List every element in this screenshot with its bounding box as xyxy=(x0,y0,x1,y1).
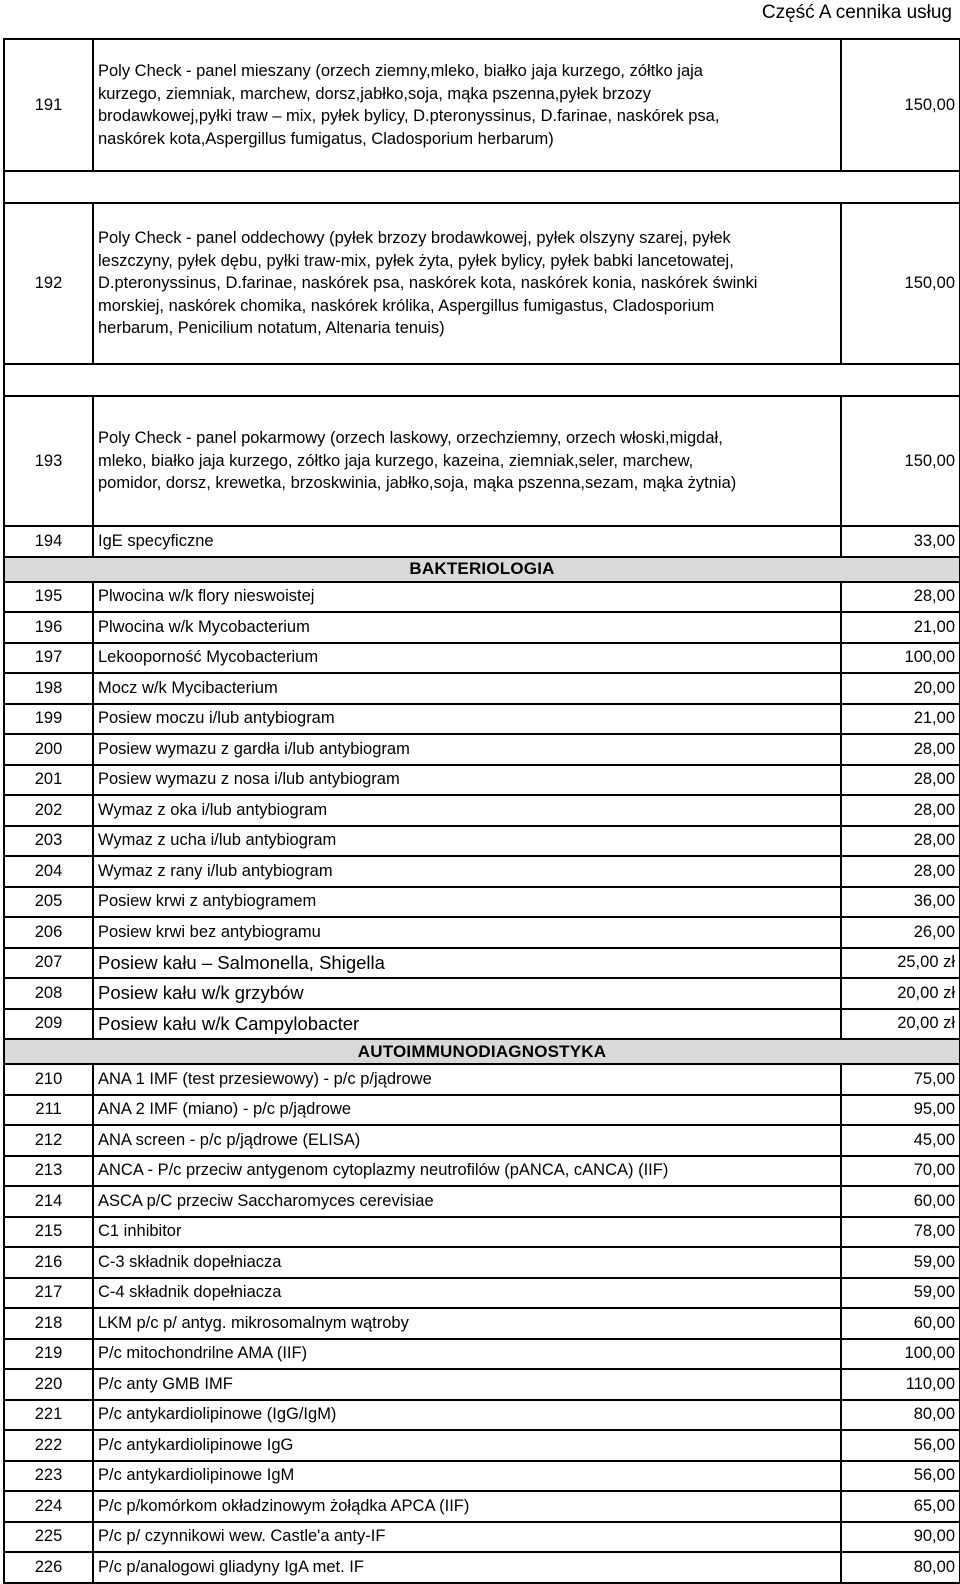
row-description: Wymaz z ucha i/lub antybiogram xyxy=(93,826,841,857)
row-number: 199 xyxy=(4,704,93,735)
desc-line: Poly Check - panel mieszany (orzech ziemny,mleko, białko jaja kurzego, zółtko jaja xyxy=(98,62,703,80)
table-row xyxy=(4,1125,960,1156)
row-price: 75,00 xyxy=(841,1064,960,1095)
section-header-row xyxy=(4,1039,960,1064)
row-description: Posiew wymazu z gardła i/lub antybiogram xyxy=(93,734,841,765)
row-number: 218 xyxy=(4,1308,93,1339)
row-number: 207 xyxy=(4,948,93,979)
row-description: ANA screen - p/c p/jądrowe (ELISA) xyxy=(93,1125,841,1156)
desc-line: D.pteronyssinus, D.farinae, naskórek psa, naskórek kota, naskórek konia, naskórek świnki xyxy=(98,274,758,293)
table-row xyxy=(4,917,960,948)
row-number: 226 xyxy=(4,1552,93,1583)
desc-line: leszczyny, pyłek dębu, pyłki traw-mix, pyłek żyta, pyłek bylicy, pyłek babki lancetowatej, xyxy=(98,251,734,270)
row-number: 217 xyxy=(4,1278,93,1309)
row-number: 202 xyxy=(4,795,93,826)
row-number: 221 xyxy=(4,1400,93,1431)
row-price: 59,00 xyxy=(841,1278,960,1309)
row-description: Mocz w/k Mycibacterium xyxy=(93,673,841,704)
row-price: 150,00 xyxy=(841,396,960,526)
row-number: 196 xyxy=(4,612,93,643)
row-description: Posiew kału w/k grzybów xyxy=(93,978,841,1009)
row-description: Posiew kału w/k Campylobacter xyxy=(93,1009,841,1040)
price-list-body xyxy=(4,39,960,1583)
row-price: 80,00 xyxy=(841,1552,960,1583)
row-spacer xyxy=(4,364,960,396)
table-row xyxy=(4,203,960,364)
desc-line: brodawkowej,pyłki traw – mix, pyłek bylicy, D.pteronyssinus, D.farinae, naskórek psa, xyxy=(98,107,720,125)
table-row xyxy=(4,1308,960,1339)
row-description: Posiew krwi bez antybiogramu xyxy=(93,917,841,948)
table-row xyxy=(4,1156,960,1187)
row-price: 21,00 xyxy=(841,704,960,735)
row-price: 59,00 xyxy=(841,1247,960,1278)
row-price: 56,00 xyxy=(841,1461,960,1492)
row-price: 26,00 xyxy=(841,917,960,948)
table-row xyxy=(4,734,960,765)
row-description: P/c anty GMB IMF xyxy=(93,1369,841,1400)
table-row xyxy=(4,1064,960,1095)
table-row xyxy=(4,39,960,171)
row-description: LKM p/c p/ antyg. mikrosomalnym wątroby xyxy=(93,1308,841,1339)
table-row xyxy=(4,1430,960,1461)
row-number: 215 xyxy=(4,1217,93,1248)
row-number: 220 xyxy=(4,1369,93,1400)
table-row xyxy=(4,643,960,674)
row-price: 28,00 xyxy=(841,765,960,796)
table-row xyxy=(4,1186,960,1217)
row-spacer xyxy=(4,171,960,203)
row-number: 209 xyxy=(4,1009,93,1040)
row-description: P/c antykardiolipinowe (IgG/IgM) xyxy=(93,1400,841,1431)
row-price: 60,00 xyxy=(841,1308,960,1339)
table-row xyxy=(4,1339,960,1370)
row-description: Lekooporność Mycobacterium xyxy=(93,643,841,674)
table-row xyxy=(4,1247,960,1278)
desc-line: mleko, białko jaja kurzego, zółtko jaja kurzego, kazeina, ziemniak,seler, marchew, xyxy=(98,451,694,470)
row-description: P/c p/analogowi gliadyny IgA met. IF xyxy=(93,1552,841,1583)
section-title: BAKTERIOLOGIA xyxy=(4,557,960,582)
table-row xyxy=(4,1009,960,1040)
row-number: 195 xyxy=(4,582,93,613)
row-number: 192 xyxy=(4,203,93,364)
row-description xyxy=(93,39,841,171)
table-row xyxy=(4,1095,960,1126)
table-row xyxy=(4,948,960,979)
row-number: 203 xyxy=(4,826,93,857)
desc-line: Poly Check - panel pokarmowy (orzech laskowy, orzechziemny, orzech włoski,migdał, xyxy=(98,429,723,448)
row-price: 65,00 xyxy=(841,1491,960,1522)
row-number: 204 xyxy=(4,856,93,887)
row-description: C-4 składnik dopełniacza xyxy=(93,1278,841,1309)
row-number: 216 xyxy=(4,1247,93,1278)
row-price: 28,00 xyxy=(841,856,960,887)
row-description xyxy=(93,396,841,526)
row-description: ANA 2 IMF (miano) - p/c p/jądrowe xyxy=(93,1095,841,1126)
row-description: P/c antykardiolipinowe IgG xyxy=(93,1430,841,1461)
row-price: 28,00 xyxy=(841,795,960,826)
row-price: 25,00 zł xyxy=(841,948,960,979)
table-row xyxy=(4,1369,960,1400)
row-description: ASCA p/C przeciw Saccharomyces cerevisiae xyxy=(93,1186,841,1217)
row-number: 214 xyxy=(4,1186,93,1217)
row-price: 28,00 xyxy=(841,826,960,857)
table-row xyxy=(4,673,960,704)
row-price: 33,00 xyxy=(841,526,960,557)
row-price: 100,00 xyxy=(841,643,960,674)
row-description: C-3 składnik dopełniacza xyxy=(93,1247,841,1278)
row-description: P/c mitochondrilne AMA (IIF) xyxy=(93,1339,841,1370)
row-number: 225 xyxy=(4,1522,93,1553)
row-price: 45,00 xyxy=(841,1125,960,1156)
table-row xyxy=(4,1461,960,1492)
row-price: 100,00 xyxy=(841,1339,960,1370)
row-price: 90,00 xyxy=(841,1522,960,1553)
row-number: 194 xyxy=(4,526,93,557)
table-row xyxy=(4,887,960,918)
row-description xyxy=(93,203,841,364)
row-description: Posiew krwi z antybiogramem xyxy=(93,887,841,918)
table-row xyxy=(4,978,960,1009)
section-header-row xyxy=(4,557,960,582)
table-row xyxy=(4,856,960,887)
table-row xyxy=(4,1522,960,1553)
row-number: 222 xyxy=(4,1430,93,1461)
row-price: 110,00 xyxy=(841,1369,960,1400)
row-description: Wymaz z oka i/lub antybiogram xyxy=(93,795,841,826)
row-price: 95,00 xyxy=(841,1095,960,1126)
table-row xyxy=(4,795,960,826)
page-header-note: Część A cennika usług xyxy=(761,2,952,23)
table-row xyxy=(4,526,960,557)
row-number: 206 xyxy=(4,917,93,948)
row-price: 78,00 xyxy=(841,1217,960,1248)
table-row xyxy=(4,1278,960,1309)
row-number: 223 xyxy=(4,1461,93,1492)
row-description: P/c antykardiolipinowe IgM xyxy=(93,1461,841,1492)
table-row xyxy=(4,826,960,857)
price-list-table xyxy=(3,38,960,1584)
row-number: 197 xyxy=(4,643,93,674)
row-number: 219 xyxy=(4,1339,93,1370)
row-price: 56,00 xyxy=(841,1430,960,1461)
desc-line: herbarum, Penicilium notatum, Altenaria tenuis) xyxy=(98,319,445,338)
desc-line: kurzego, ziemniak, marchew, dorsz,jabłko,soja, mąka pszenna,pyłek brzozy xyxy=(98,84,651,103)
row-price: 28,00 xyxy=(841,582,960,613)
row-price: 80,00 xyxy=(841,1400,960,1431)
row-description: P/c p/ czynnikowi wew. Castle'a anty-IF xyxy=(93,1522,841,1553)
row-price: 20,00 zł xyxy=(841,978,960,1009)
desc-line: morskiej, naskórek chomika, naskórek królika, Aspergillus fumigastus, Cladosporium xyxy=(98,296,715,315)
desc-line: naskórek kota,Aspergillus fumigatus, Cladosporium herbarum) xyxy=(98,129,554,148)
table-row xyxy=(4,1552,960,1583)
row-description: C1 inhibitor xyxy=(93,1217,841,1248)
row-description: IgE specyficzne xyxy=(93,526,841,557)
row-number: 210 xyxy=(4,1064,93,1095)
table-row xyxy=(4,1400,960,1431)
row-price: 150,00 xyxy=(841,203,960,364)
row-price: 60,00 xyxy=(841,1186,960,1217)
row-number: 208 xyxy=(4,978,93,1009)
row-price: 150,00 xyxy=(841,39,960,171)
table-row xyxy=(4,582,960,613)
row-number: 224 xyxy=(4,1491,93,1522)
row-price: 28,00 xyxy=(841,734,960,765)
row-price: 36,00 xyxy=(841,887,960,918)
row-description: Posiew kału – Salmonella, Shigella xyxy=(93,948,841,979)
row-number: 205 xyxy=(4,887,93,918)
row-description: Posiew wymazu z nosa i/lub antybiogram xyxy=(93,765,841,796)
row-number: 212 xyxy=(4,1125,93,1156)
row-price: 21,00 xyxy=(841,612,960,643)
row-price: 20,00 xyxy=(841,673,960,704)
table-row xyxy=(4,704,960,735)
table-row xyxy=(4,1217,960,1248)
table-row xyxy=(4,612,960,643)
desc-line: Poly Check - panel oddechowy (pyłek brzozy brodawkowej, pyłek olszyny szarej, pyłek xyxy=(98,229,731,248)
table-row xyxy=(4,396,960,526)
row-number: 191 xyxy=(4,39,93,171)
row-price: 70,00 xyxy=(841,1156,960,1187)
row-number: 193 xyxy=(4,396,93,526)
desc-line: pomidor, dorsz, krewetka, brzoskwinia, jabłko,soja, mąka pszenna,sezam, mąka żytnia) xyxy=(98,474,737,493)
row-description: Plwocina w/k Mycobacterium xyxy=(93,612,841,643)
table-row xyxy=(4,765,960,796)
section-title: AUTOIMMUNODIAGNOSTYKA xyxy=(4,1039,960,1064)
row-number: 213 xyxy=(4,1156,93,1187)
row-price: 20,00 zł xyxy=(841,1009,960,1040)
row-description: Wymaz z rany i/lub antybiogram xyxy=(93,856,841,887)
table-row xyxy=(4,1491,960,1522)
row-description: P/c p/komórkom okładzinowym żołądka APCA (IIF) xyxy=(93,1491,841,1522)
row-number: 201 xyxy=(4,765,93,796)
row-number: 200 xyxy=(4,734,93,765)
row-description: Plwocina w/k flory nieswoistej xyxy=(93,582,841,613)
row-number: 211 xyxy=(4,1095,93,1126)
row-number: 198 xyxy=(4,673,93,704)
row-description: Posiew moczu i/lub antybiogram xyxy=(93,704,841,735)
row-description: ANCA - P/c przeciw antygenom cytoplazmy neutrofilów (pANCA, cANCA) (IIF) xyxy=(93,1156,841,1187)
row-description: ANA 1 IMF (test przesiewowy) - p/c p/jądrowe xyxy=(93,1064,841,1095)
